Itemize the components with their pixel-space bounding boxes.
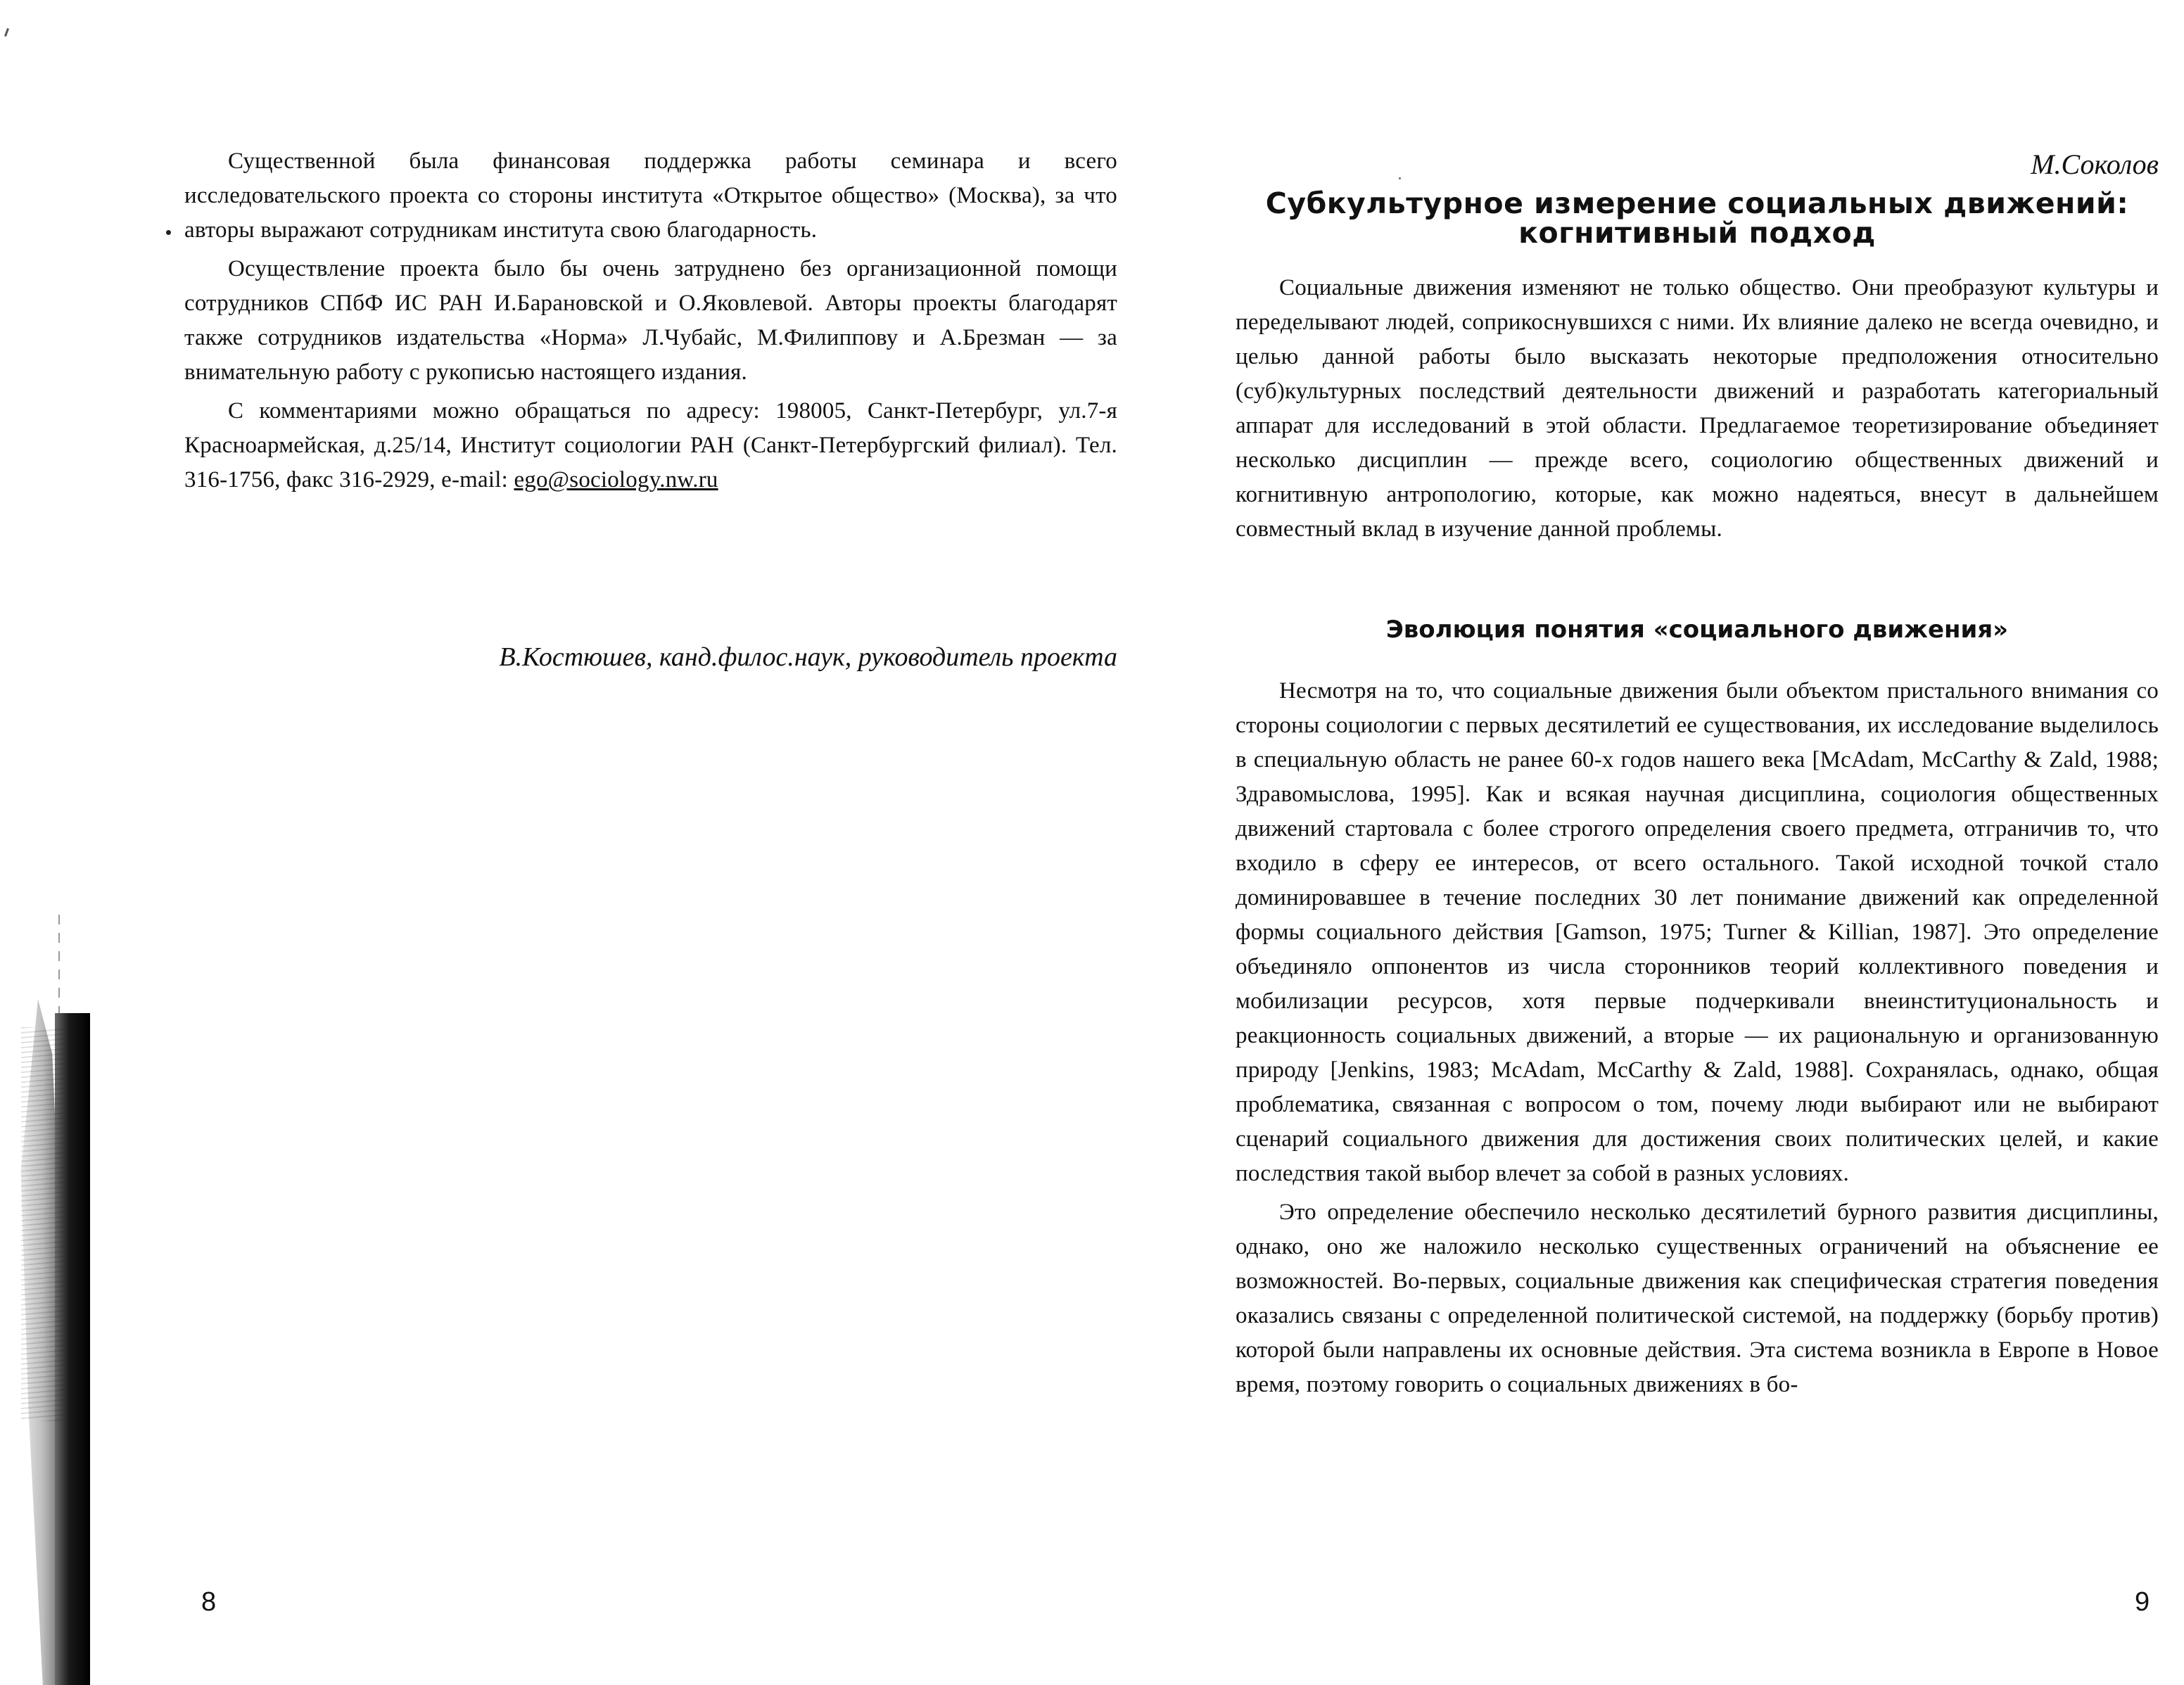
right-page-body (1236, 674, 2159, 1402)
section-heading: Эволюция понятия «социального движения» (1385, 616, 2009, 644)
email-link[interactable]: ego@sociology.nw.ru (514, 467, 718, 492)
right-page (1236, 0, 2159, 1685)
author-name: М.Соколов (2031, 148, 2159, 180)
article-title (1236, 186, 2159, 250)
book-binding-texture (21, 1027, 63, 1421)
margin-dot (166, 230, 171, 235)
scan-speck (4, 28, 9, 37)
scan-dot (1399, 177, 1401, 179)
intro-paragraph: Социальные движения изменяют не только общество. Они преобразуют культуры и переделывают людей, соприкоснувшихся с ними. Их влияние далеко не всегда очевидно, и целью данной работы было высказать некоторые предположения относительно (суб)культурных последствий деятельности движений и разработать категориальный аппарат для исследований в этой области. Предлагаемое теоретизирование объединяет несколько дисциплин — прежде всего, социологию общественных движений и когнитивную антропологию, которые, как можно надеяться, внесут в дальнейшем совместный вклад в изучение данной проблемы. (1236, 275, 2159, 542)
article-title-line2: когнитивный подход (1518, 216, 1876, 250)
funding-paragraph: Существенной была финансовая поддержка работы семинара и всего исследовательского проекта со стороны института «Открытое общество» (Москва), за что авторы выражают сотрудникам института свою благодарность. (184, 148, 1117, 243)
intro-block (1236, 271, 2159, 547)
article-title-line1: Субкультурное измерение социальных движений: (1265, 186, 2129, 220)
page-number-right: 9 (2135, 1587, 2150, 1617)
left-page (184, 0, 1117, 1685)
signature: В.Костюшев, канд.филос.наук, руководитель проекта (499, 642, 1117, 672)
page-number-left: 8 (201, 1587, 217, 1617)
acknowledgement-paragraph: Осуществление проекта было бы очень затруднено без организационной помощи сотрудников СПбФ ИС РАН И.Барановской и О.Яковлевой. Авторы проекты благодарят также сотрудников издательства «Норма» Л.Чубайс, М.Филиппову и А.Брезман — за внимательную работу с рукописью настоящего издания. (184, 256, 1117, 385)
body-paragraph: Несмотря на то, что социальные движения были объектом пристального внимания со стороны социологии с первых десятилетий ее существования, их исследование выделилось в специальную область не ранее 60-х годов нашего века [McAdam, McCarthy & Zald, 1988; Здравомыслова, 1995]. Как и всякая научная дисциплина, социология общественных движений стартовала с более строгого определения своего предмета, отграничив то, что входило в сферу ее интересов, от всего остального. Такой исходной точкой стало доминировавшее в течение последних 30 лет понимание движений как определенной формы социального действия [Gamson, 1975; Turner & Killian, 1987]. Это определение объединяло оппонентов из числа сторонников теорий коллективного поведения и мобилизации ресурсов, хотя первые подчеркивали внеинституциональность и реакционность социальных движений, а вторые — их рациональную и организованную природу [Jenkins, 1983; McAdam, McCarthy & Zald, 1988]. Сохранялась, однако, общая проблематика, связанная с вопросом о том, почему люди выбирают или не выбирают сценарий социального движения для достижения своих политических целей, и какие последствия такой выбор влечет за собой в разных условиях. (1236, 678, 2159, 1186)
body-paragraph: Это определение обеспечило несколько десятилетий бурного развития дисциплины, однако, оно же наложило несколько существенных ограничений на объяснение ее возможностей. Во-первых, социальные движения как специфическая стратегия поведения оказались связаны с определенной политической системой, на поддержку (борьбу против) которой были направлены их основные действия. Эта система возникла в Европе в Новое время, поэтому говорить о социальных движениях в бо- (1236, 1200, 2159, 1397)
contact-paragraph (184, 394, 1117, 497)
left-page-body (184, 144, 1117, 497)
contact-text: С комментариями можно обращаться по адресу: 198005, Санкт-Петербург, ул.7-я Красноармейская, д.25/14, Институт социологии РАН (Санкт-Петербургский филиал). Тел. 316-1756, факс 316-2929, e-mail: (184, 398, 1117, 492)
